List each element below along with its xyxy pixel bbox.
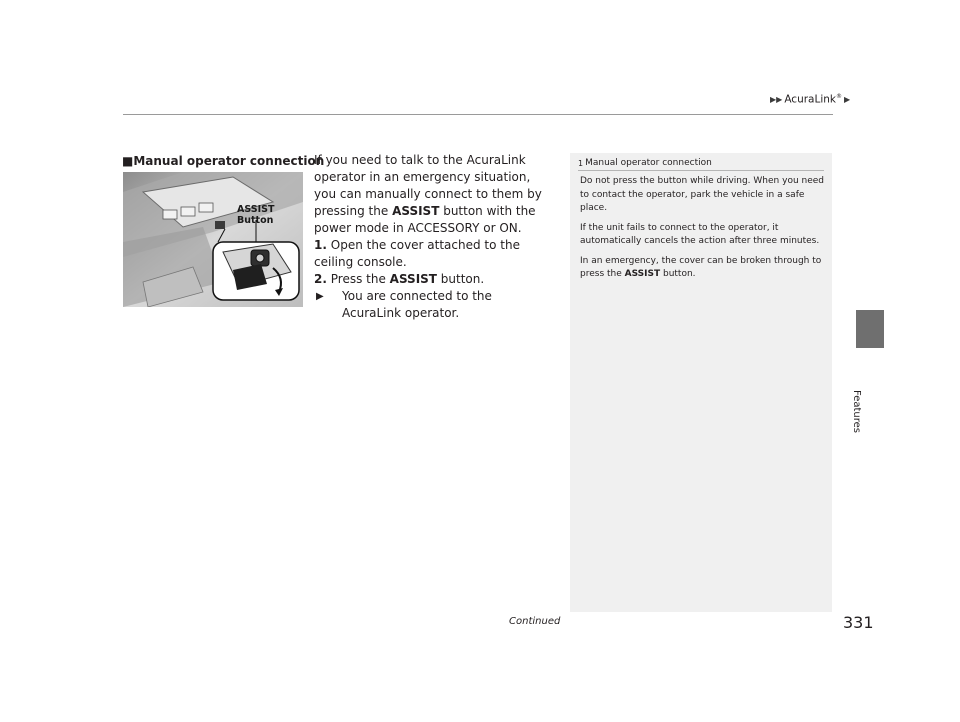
- breadcrumb-title-text: AcuraLink: [784, 93, 836, 106]
- header-divider: [123, 114, 833, 115]
- step-2-result: [314, 288, 554, 322]
- note-paragraph-2: If the unit fails to connect to the operator, it automatically cancels the action after three minutes.: [580, 222, 820, 246]
- page-number: 331: [843, 613, 874, 632]
- ceiling-console-drawing: [123, 172, 303, 307]
- registered-mark: ®: [836, 93, 842, 100]
- intro-text-a: If you need to talk to the AcuraLink operator in an emergency situation, you can manually connect to them by pressing the: [314, 153, 542, 218]
- callout-line-2: Button: [237, 215, 274, 226]
- chapter-tab-marker: [856, 310, 884, 348]
- step-2-number: 2.: [314, 272, 327, 286]
- step-2: [314, 271, 554, 288]
- step-2-text-a: Press the: [330, 272, 390, 286]
- breadcrumb-title: [784, 93, 842, 106]
- notes-body: [580, 175, 830, 288]
- step-2-keyword: ASSIST: [389, 272, 437, 286]
- notes-title-text: Manual operator connection: [585, 158, 712, 168]
- step-1-number: 1.: [314, 238, 327, 252]
- section-heading: [122, 154, 324, 168]
- chapter-tab-label: Features: [851, 390, 862, 433]
- result-arrow-icon: ▶: [316, 291, 324, 302]
- notes-sidebar: [570, 153, 832, 612]
- breadcrumb-arrows-icon: ▶▶: [770, 94, 783, 104]
- note-paragraph-1: Do not press the button while driving. When you need to contact the operator, park the vehicle in a safe place.: [580, 176, 825, 213]
- note-paragraph-3: [580, 255, 830, 282]
- breadcrumb-end-arrow-icon: ▶: [844, 94, 851, 104]
- section-heading-text: Manual operator connection: [133, 154, 325, 168]
- intro-paragraph: [314, 152, 554, 237]
- assist-keyword: ASSIST: [392, 204, 440, 218]
- intro-text-b: button with the power mode in ACCESSORY or ON.: [314, 204, 536, 235]
- step-2-text-b: button.: [436, 272, 485, 286]
- notes-title: [578, 158, 712, 168]
- note-reference-icon: 1: [578, 158, 584, 168]
- step-1-text: Open the cover attached to the ceiling console.: [314, 238, 520, 269]
- notes-divider: [578, 170, 824, 171]
- callout-line-1: ASSIST: [237, 204, 275, 215]
- ceiling-console-illustration: [123, 172, 303, 307]
- note-3-text-a: In an emergency, the cover can be broken through to press the: [580, 255, 822, 279]
- note-3-text-b: button.: [660, 269, 696, 279]
- main-instructions: [314, 152, 554, 322]
- breadcrumb: [770, 93, 850, 106]
- section-bullet-icon: ■: [122, 154, 134, 168]
- assist-button-callout: [237, 204, 274, 226]
- note-3-keyword: ASSIST: [624, 269, 661, 279]
- result-text: You are connected to the AcuraLink operator.: [342, 289, 492, 320]
- continued-label: Continued: [509, 616, 561, 627]
- step-1: [314, 237, 554, 271]
